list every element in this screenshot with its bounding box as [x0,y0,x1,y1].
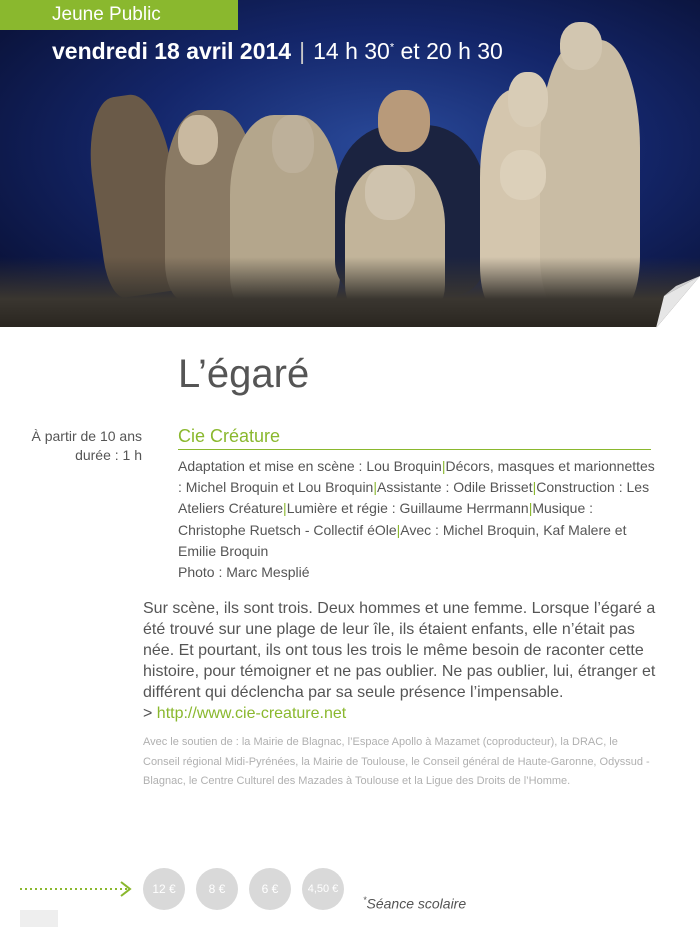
credit: Décors, masques et marionnettes : Michel Broquin et Lou Broquin [178,458,655,496]
category-tag: Jeune Public [0,0,238,30]
company-name: Cie Créature [178,426,651,450]
stage-floor [0,257,700,327]
credit: Photo : Marc Mesplié [178,564,310,581]
school-session-note: *Séance scolaire [363,895,467,912]
time-2: 20 h 30 [426,38,503,64]
show-title: L’égaré [178,352,310,396]
puppet-head [178,115,218,165]
separator: | [299,38,306,64]
price-8: 8 € [196,868,238,910]
link-prefix: > [143,705,153,722]
credit: Assistante : Odile Brisset [376,479,533,496]
website-link[interactable]: http://www.cie-creature.net [156,705,347,722]
credit: Musique : Christophe Ruetsch - Collectif éOle [178,500,594,538]
page-curl-icon [656,276,700,328]
hero-photo [0,0,700,327]
price-4-50: 4,50 € [302,868,344,910]
price-6: 6 € [249,868,291,910]
puppet-head [365,165,415,220]
footer-box [20,910,58,927]
show-info [31,427,142,465]
credit: Adaptation et mise en scène : Lou Broquin [178,458,442,474]
puppet-head [378,90,430,152]
credits: Adaptation et mise en scène : Lou Broquin|Décors, masques et marionnettes : Michel Broquin et Lou Broquin|Assistante : Odile Brisset|Construction : Les Ateliers Créature|Lumière et régie : Guillaume Herrmann|Musique : Christophe Ruetsch - Collectif éOle|Avec : Michel Broquin, Kaf Malere et Emilie Broquin Photo : Marc Mesplié [178,458,655,581]
puppet-head [500,150,546,200]
price-12: 12 € [143,868,185,910]
event-date: vendredi 18 avril 2014 [52,38,292,64]
date-time-line [52,38,503,65]
dotted-arrow-icon [20,880,135,898]
puppet-head [272,115,314,173]
puppet-head [560,22,602,70]
support-text: Avec le soutien de : la Mairie de Blagnac, l’Espace Apollo à Mazamet (coproducteur), la DRAC, le Conseil régional Midi-Pyrénées, la Mairie de Toulouse, le Conseil général de Haute-Garonne, Odyssud - Blagnac, le Centre Culturel des Mazades à Toulouse et la Ligue des Droits de l’Homme. [143,736,650,787]
time-1: 14 h 30 [313,38,390,64]
age-info: À partir de 10 ans [31,428,142,444]
credit: Construction : Les Ateliers Créature [178,479,650,517]
credit: Avec : Michel Broquin, Kaf Malere et Emilie Broquin [178,521,627,559]
time-and: et [400,38,420,64]
puppet-head [508,72,548,127]
show-description: Sur scène, ils sont trois. Deux hommes et une femme. Lorsque l’égaré a été trouvé sur une plage de leur île, ils étaient enfants, elle n’était pas née. Et pourtant, ils ont tous les trois le même besoin de raconter cette histoire, pour témoigner et ne pas oublier. Ne pas oublier, lui, étranger et différent qui déclencha par sa seule présence l’impensable. [143,600,656,701]
time-1-mark: * [389,41,395,54]
credit: Lumière et régie : Guillaume Herrmann [286,500,529,517]
duration-info: durée : 1 h [75,447,142,463]
website-line [143,705,346,723]
